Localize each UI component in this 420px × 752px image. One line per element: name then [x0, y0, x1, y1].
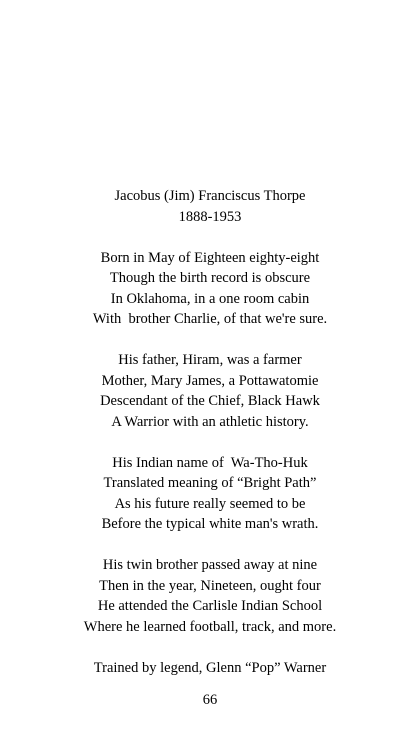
poem-line: Though the birth record is obscure: [109, 270, 311, 286]
poem-line: Mother, Mary James, a Pottawatomie: [101, 372, 319, 389]
poem-line: His Indian name of Wa-Tho-Huk: [112, 454, 308, 471]
poem-title-block: [0, 186, 420, 227]
page-number: 66: [202, 692, 218, 708]
poem-line: Then in the year, Nineteen, ought four: [99, 577, 321, 594]
poem-line: Where he learned football, track, and more.: [83, 618, 337, 635]
poem-line: As his future really seemed to be: [114, 495, 306, 512]
poem-line: With brother Charlie, of that we're sure.: [92, 311, 328, 327]
stanza-2: [0, 350, 420, 432]
poem-line: A Warrior with an athletic history.: [111, 413, 309, 430]
poem-title: Jacobus (Jim) Franciscus Thorpe: [114, 188, 306, 204]
stanza-4: [0, 555, 420, 637]
poem: [0, 186, 420, 699]
poem-line: His father, Hiram, was a farmer: [118, 352, 302, 368]
stanza-1: [0, 248, 420, 330]
poem-line: In Oklahoma, in a one room cabin: [110, 290, 310, 307]
poem-line: His twin brother passed away at nine: [102, 557, 318, 573]
stanza-5: [0, 658, 420, 679]
poem-years: 1888-1953: [178, 208, 242, 225]
poem-line: Trained by legend, Glenn “Pop” Warner: [93, 659, 327, 676]
poem-line: Translated meaning of “Bright Path”: [103, 475, 317, 491]
poem-line: Born in May of Eighteen eighty-eight: [100, 249, 320, 266]
poem-line: Descendant of the Chief, Black Hawk: [100, 393, 320, 409]
stanza-3: [0, 453, 420, 535]
poem-line: He attended the Carlisle Indian School: [97, 598, 323, 614]
poem-line: Before the typical white man's wrath.: [101, 516, 319, 532]
